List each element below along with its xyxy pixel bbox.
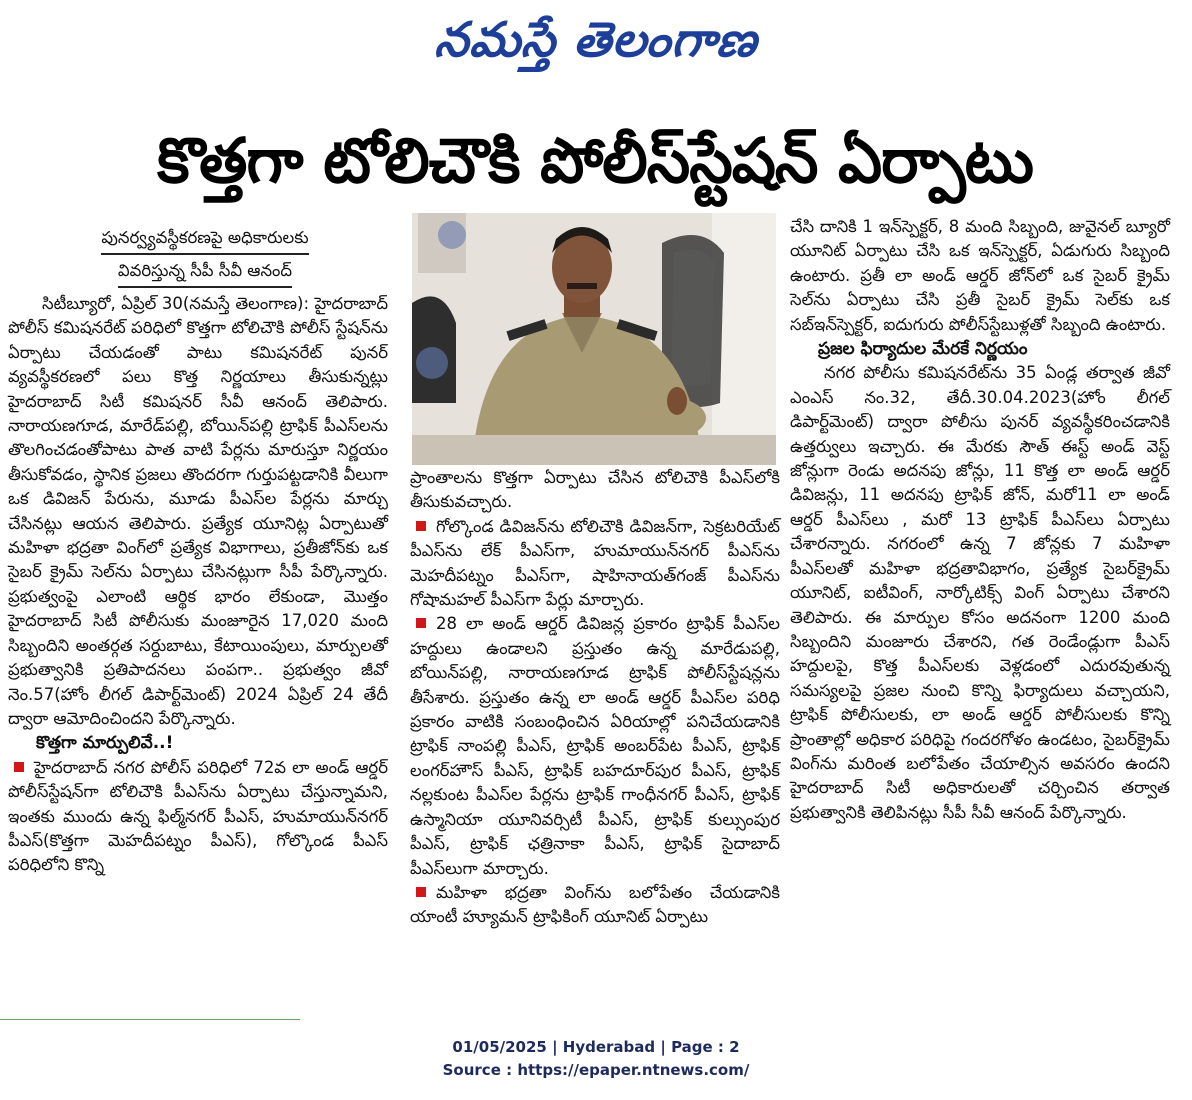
officer-photo-illustration [412,213,776,465]
column2-paragraph-2: గోల్కొండ డివిజన్‌ను టోలిచౌకి డివిజన్‌గా, సెక్రటరియేట్‌ పీఎస్‌ను లేక్‌ పీఎస్‌గా, హుమాయున్‌నగర్‌ పీఎస్‌ను మెహదీపట్నం పీఎస్‌గా, షాహినాయత్‌గంజ్‌ పీఎస్‌ను గోషామహల్‌ పీఎస్‌గా పేర్లు మార్చారు. [410,516,780,610]
article-column-3 [790,215,1170,825]
column2-paragraph-3: 28 లా అండ్‌ ఆర్డర్‌ డివిజన్ల ప్రకారం ట్రాఫిక్‌ పీఎస్‌ల హద్దులు ఉండాలని ప్రస్తుతం ఉన్న మారేడుపల్లి, బోయిన్‌పల్లి, నారాయణగూడ ట్రాఫిక్‌ పోలీస్‌స్టేషన్లను తీసేశారు. ప్రస్తుతం ఉన్న లా అండ్‌ ఆర్డర్‌ పీఎస్‌ల పరిధి ప్రకారం వాటికి సంబంధించిన ఏరియాల్లో పనిచేయడానికి ట్రాఫిక్‌ నాంపల్లి పీఎస్‌, ట్రాఫిక్‌ అంబర్‌పేట పీఎస్‌, ట్రాఫిక్‌ లంగర్‌హౌస్‌ పీఎస్‌, ట్రాఫిక్‌ బహదూర్‌పుర పీఎస్‌, ట్రాఫిక్‌ నల్లకుంట పీఎస్‌ల పేర్లను ట్రాఫిక్‌ గాంధీనగర్‌ పీఎస్‌, ట్రాఫిక్‌ ఉస్మానియా యూనివర్సిటీ పీఎస్‌, ట్రాఫిక్‌ కుల్సుంపుర పీఎస్‌, ట్రాఫిక్‌ ఛత్రినాకా పీఎస్‌, ట్రాఫిక్‌ సైదాబాద్‌ పీఎస్‌లుగా మార్చారు. [410,614,780,878]
article-column-2 [410,466,780,930]
caption-line-2: వివరిస్తున్న సీపీ సీవీ ఆనంద్‌ [118,255,292,288]
column-divider-line [0,1019,300,1020]
column3-subheading: ప్రజల ఫిర్యాదుల మేరకే నిర్ణయం [818,339,1028,360]
red-bullet-icon [416,618,426,628]
column2-paragraph-4: మహిళా భద్రతా వింగ్‌ను బలోపేతం చేయడానికి యాంటీ హ్యూమన్‌ ట్రాఫికింగ్‌ యూనిట్‌ ఏర్పాటు [410,882,780,927]
column1-paragraph-2: హైదరాబాద్‌ నగర పోలీస్‌ పరిధిలో 72వ లా అండ్‌ ఆర్డర్‌ పోలీస్‌స్టేషన్‌గా టోలిచౌకి పీఎస్‌ను ఏర్పాటు చేస్తున్నామని, ఇంతకు ముందు ఉన్న ఫిల్మ్‌నగర్‌ పీఎస్‌, హుమాయున్‌నగర్‌ పీఎస్‌(కొత్తగా మెహదీపట్నం పీఎస్‌), గోల్కొండ పీఎస్‌ పరిధిలోని కొన్ని [8,757,388,875]
masthead-title: నమస్తే తెలంగాణ [432,12,760,68]
footer-date-page: 01/05/2025 | Hyderabad | Page : 2 [452,1038,740,1056]
red-bullet-icon [14,762,24,772]
photo-caption [80,222,330,288]
red-bullet-icon [416,521,426,531]
article-column-1 [8,292,388,878]
red-bullet-icon [416,887,426,897]
article-photo [412,213,776,465]
column1-paragraph-1: సిటీబ్యూరో, ఏప్రిల్‌ 30(నమస్తే తెలంగాణ): హైదరాబాద్‌ పోలీస్‌ కమిషనరేట్‌ పరిధిలో కొత్తగా టోలిచౌకి పోలీస్‌ స్టేషన్‌ను ఏర్పాటు చేయడంతో పాటు కమిషనరేట్‌ పునర్‌ వ్యవస్థీకరణలో పలు కొత్త నిర్ణయాలు తీసుకున్నట్లు హైదరాబాద్‌ సిటీ కమిషనర్‌ సీవీ ఆనంద్‌ తెలిపారు. నారాయణగూడ, మారేడ్‌పల్లి, బోయిన్‌పల్లి ట్రాఫిక్‌ పీఎస్‌లను తొలగించడంతోపాటు పాత వాటి పేర్లను మారుస్తూ నిర్ణయం తీసుకోవడం, స్థానిక ప్రజలు తొందరగా గుర్తుపట్టడానికి వీలుగా ఒక డివిజన్‌ పేరును, మూడు పీఎస్‌ల పేర్లను మార్చు చేసినట్లు ఆయన తెలిపారు. ప్రత్యేక యూనిట్ల ఏర్పాటుతో మహిళా భద్రతా వింగ్‌లో ప్రత్యేక విభాగాలు, ప్రతీజోన్‌కు ఒక సైబర్‌ క్రైమ్‌ సెల్‌ను ఏర్పాటు చేసినట్లుగా సీపీ పేర్కొన్నారు. ప్రభుత్వంపై ఎలాంటి ఆర్థిక భారం లేకుండా, మొత్తం హైదరాబాద్‌ సిటీ పోలీసుకు మంజూరైన 17,020 మంది సిబ్బందిని అంతర్గత సర్దుబాటు, కేటాయింపులు, మార్పులతో ప్రభుత్వానికి ప్రతిపాదనలు పంపగా.. ప్రభుత్వం జీవో నెం.57(హోం లీగల్‌ డిపార్ట్‌మెంట్‌) 2024 ఏప్రిల్‌ 24 తేదీ ద్వారా ఆమోదించిందని పేర్కొన్నారు. [8,294,388,728]
footer-source-link[interactable]: Source : https://epaper.ntnews.com/ [442,1061,750,1079]
column3-paragraph-1: చేసి దానికి 1 ఇన్‌స్పెక్టర్‌, 8 మంది సిబ్బంది, జువైనల్‌ బ్యూరో యూనిట్‌ ఏర్పాటు చేసి ఒక ఇన్‌స్పెక్టర్‌, ఏడుగురు సిబ్బంది ఉంటారు. ప్రతీ లా అండ్‌ ఆర్డర్‌ జోన్‌లో ఒక సైబర్‌ క్రైమ్‌ సెల్‌ను ఏర్పాటు చేసి ప్రతీ సైబర్‌ క్రైమ్‌ సెల్‌కు ఒక సబ్‌ఇన్‌స్పెక్టర్‌, ఐదుగురు పోలీస్‌స్టేబుళ్లతో సిబ్బంది ఉంటారు. [790,217,1170,334]
column2-paragraph-1: ప్రాంతాలను కొత్తగా ఏర్పాటు చేసిన టోలిచౌకి పీఎస్‌లోకి తీసుకువచ్చారు. [410,468,780,512]
caption-line-1: పునర్వ్యవస్థీకరణపై అధికారులకు [101,222,308,255]
column1-subheading: కొత్తగా మార్పులివే..! [36,733,174,754]
page-footer [0,1036,1192,1082]
newspaper-masthead [0,4,1192,76]
column3-paragraph-2: నగర పోలీసు కమిషనరేట్‌ను 35 ఏండ్ల తర్వాత జీవో ఎంఎస్‌ నం.32, తేదీ.30.04.2023(హోం లీగల్‌ డిపార్ట్‌మెంట్‌) ద్వారా పోలీసు పునర్‌ వ్యవస్థీకరించడానికి ఉత్తర్వులు ఇచ్చారు. ఈ మేరకు సౌత్‌ ఈస్ట్‌ అండ్‌ వెస్ట్‌ జోన్లుగా రెండు అదనపు జోన్లు, 11 కొత్త లా అండ్‌ ఆర్డర్‌ డివిజన్లు, 11 అదనపు ట్రాఫిక్‌ జోన్‌, మరో11 లా అండ్‌ ఆర్డర్‌ పీఎస్‌లు , మరో 13 ట్రాఫిక్‌ పీఎస్‌లు ఏర్పాటు చేశారన్నారు. నగరంలో ఉన్న 7 జోన్లకు 7 మహిళా పీఎస్‌లతో మహిళా భద్రతావిభాగం, ప్రత్యేక సైబర్‌క్రైమ్‌ యూనిట్‌, ఐటీవింగ్‌, నార్కోటిక్స్‌ వింగ్‌ ఏర్పాటు చేశారని తెలిపారు. ఈ మార్పుల కోసం అదనంగా 1200 మంది సిబ్బందిని మంజూరు చేశారని, గత రెండేండ్లుగా పీఎస్‌ హద్దులపై, కొత్త పీఎస్‌లకు వెళ్లడంలో ఎదురవుతున్న సమస్యలపై ప్రజల నుంచి కొన్ని ఫిర్యాదులు వచ్చాయని, ట్రాఫిక్‌ పోలీసులకు, లా అండ్‌ ఆర్డర్‌ పోలీసులకు కొన్ని ప్రాంతాల్లో అధికార పరిధిపై గందరగోళం ఉండటం, సైబర్‌క్రైమ్‌ వింగ్‌ను మరింత బలోపేతం చేయాల్సిన అవసరం ఉందని హైదరాబాద్‌ సిటీ అధికారులతో చర్చించిన తర్వాత ప్రభుత్వానికి తెలిపినట్లు సీపీ సీవీ ఆనంద్‌ పేర్కొన్నారు. [790,363,1170,822]
article-headline: కొత్తగా టోలిచౌకి పోలీస్‌స్టేషన్‌ ఏర్పాటు [157,124,1033,197]
